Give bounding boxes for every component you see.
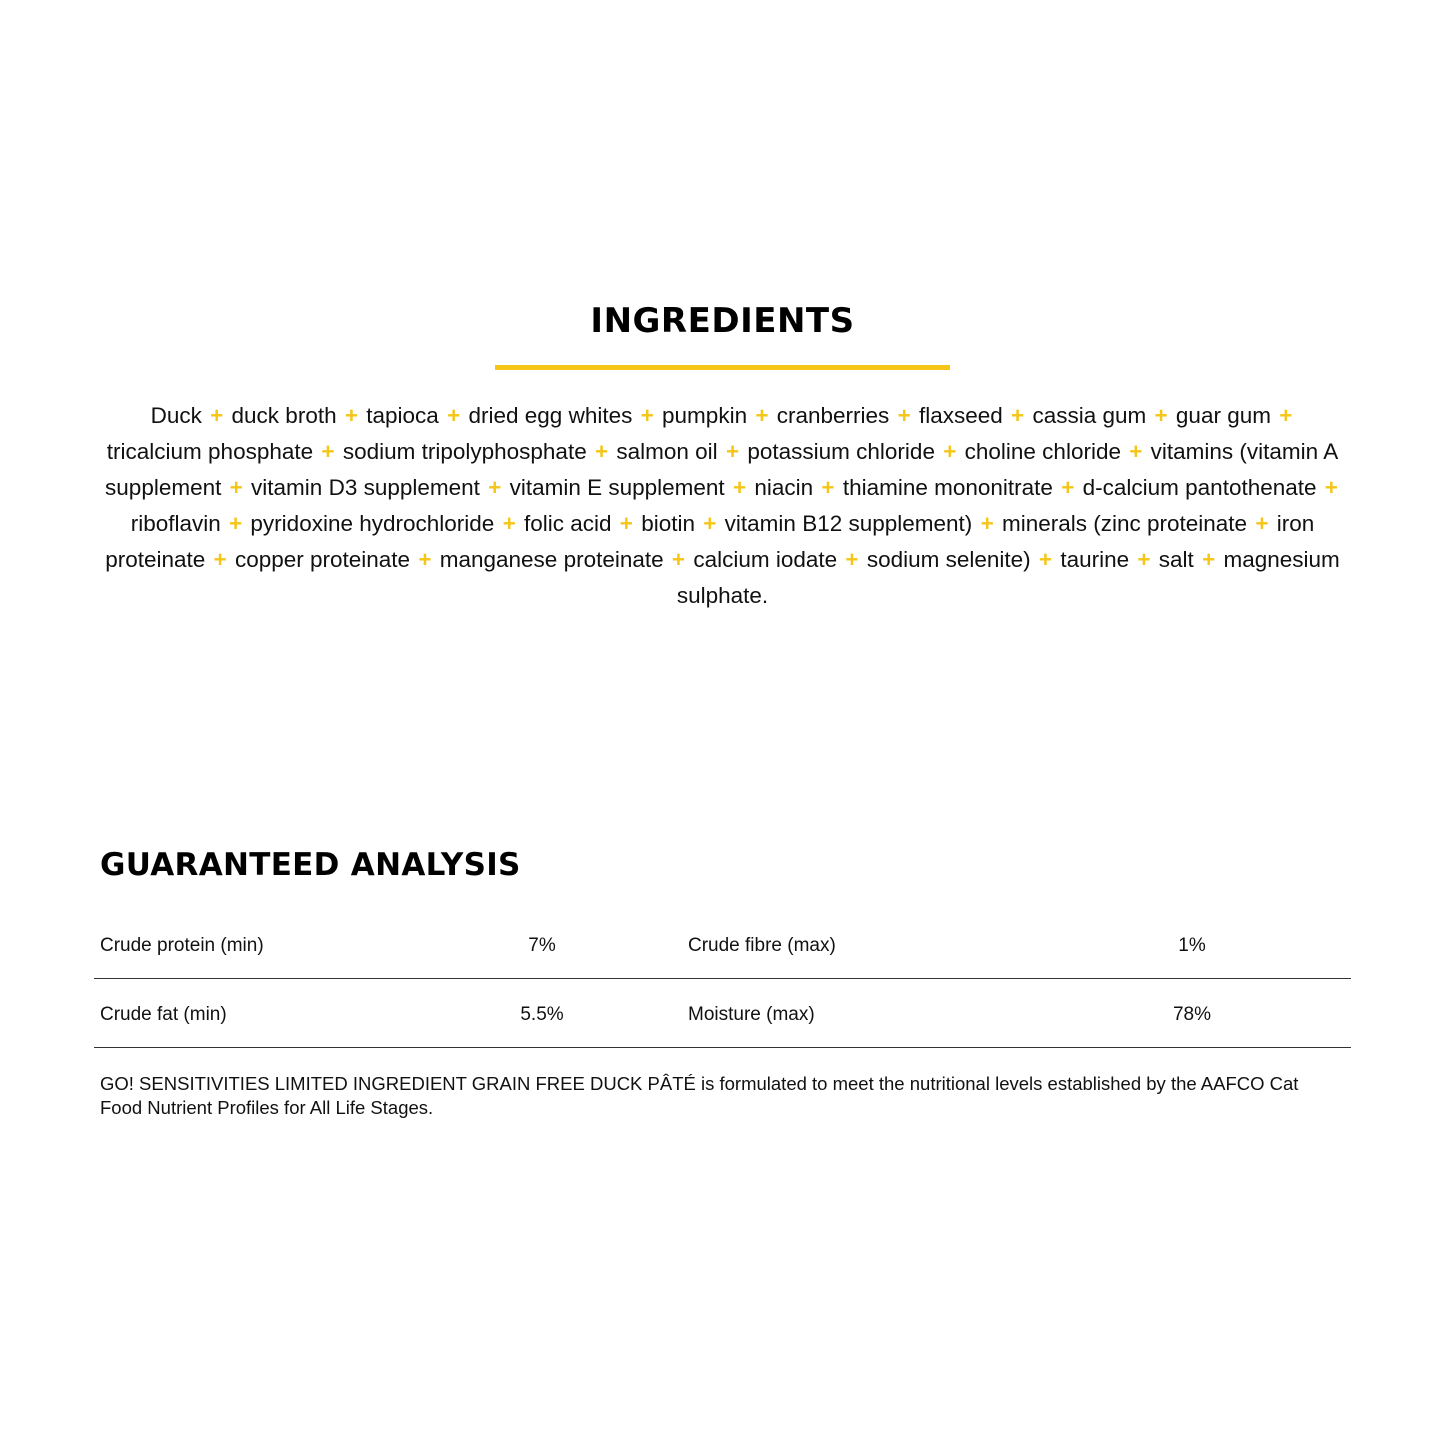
plus-separator: + — [447, 403, 461, 428]
analysis-value: 5.5% — [520, 1004, 564, 1025]
ingredients-divider — [495, 365, 950, 370]
ingredient-item: vitamin B12 supplement) — [724, 511, 973, 536]
ingredient-item: tapioca — [366, 403, 439, 428]
plus-separator: + — [1279, 403, 1293, 428]
ingredients-section — [100, 300, 1345, 614]
plus-separator: + — [732, 475, 747, 500]
ingredient-item: duck broth — [231, 403, 337, 428]
ingredient-item: niacin — [754, 475, 814, 500]
plus-separator: + — [488, 475, 502, 500]
plus-separator: + — [619, 511, 633, 536]
plus-separator: + — [671, 547, 686, 572]
ingredient-item: riboflavin — [130, 511, 221, 536]
analysis-value: 1% — [1178, 935, 1206, 956]
analysis-row — [94, 910, 1351, 979]
plus-separator: + — [1137, 547, 1151, 572]
plus-separator: + — [502, 511, 516, 536]
ingredient-item: flaxseed — [918, 403, 1003, 428]
plus-separator: + — [344, 403, 358, 428]
ingredient-item: potassium chloride — [747, 439, 935, 464]
analysis-value: 7% — [528, 935, 556, 956]
ingredient-item: guar gum — [1175, 403, 1271, 428]
plus-separator: + — [1154, 403, 1168, 428]
plus-separator: + — [418, 547, 432, 572]
analysis-label: Crude protein (min) — [100, 935, 264, 956]
ingredient-item: d-calcium pantothenate — [1082, 475, 1317, 500]
ingredient-item: choline chloride — [964, 439, 1121, 464]
plus-separator: + — [229, 475, 243, 500]
analysis-title: GUARANTEED ANALYSIS — [100, 847, 521, 883]
plus-separator: + — [943, 439, 957, 464]
ingredient-item: vitamin D3 supplement — [251, 475, 480, 500]
ingredient-item: biotin — [641, 511, 695, 536]
plus-separator: + — [213, 547, 227, 572]
analysis-label: Crude fibre (max) — [688, 935, 836, 956]
plus-separator: + — [703, 511, 717, 536]
plus-separator: + — [1202, 547, 1216, 572]
plus-separator: + — [1255, 511, 1269, 536]
analysis-row — [94, 979, 1351, 1048]
plus-separator: + — [210, 403, 224, 428]
plus-separator: + — [321, 439, 335, 464]
ingredient-item: manganese proteinate — [439, 547, 664, 572]
plus-separator: + — [897, 403, 911, 428]
ingredient-item: copper proteinate — [234, 547, 411, 572]
ingredient-item: iron proteinate — [105, 511, 1315, 572]
plus-separator: + — [845, 547, 859, 572]
ingredient-item: dried egg whites — [468, 403, 633, 428]
plus-separator: + — [755, 403, 769, 428]
plus-separator: + — [1061, 475, 1075, 500]
ingredient-item: Duck — [150, 403, 202, 428]
plus-separator: + — [640, 403, 654, 428]
ingredient-item: calcium iodate — [693, 547, 838, 572]
ingredient-item: vitamins (vitamin A supplement — [105, 439, 1339, 500]
analysis-value: 78% — [1172, 1004, 1212, 1025]
ingredient-item: thiamine mononitrate — [842, 475, 1053, 500]
plus-separator: + — [1011, 403, 1025, 428]
plus-separator: + — [594, 439, 609, 464]
plus-separator: + — [1129, 439, 1143, 464]
ingredient-item: cassia gum — [1032, 403, 1147, 428]
ingredient-item: sodium tripolyphosphate — [342, 439, 587, 464]
plus-separator: + — [725, 439, 740, 464]
plus-separator: + — [1324, 475, 1338, 500]
ingredient-item: salt — [1158, 547, 1194, 572]
ingredient-item: salmon oil — [616, 439, 718, 464]
ingredient-item: pyridoxine hydrochloride — [250, 511, 495, 536]
aafco-statement: GO! SENSITIVITIES LIMITED INGREDIENT GRAIN FREE DUCK PÂTÉ is formulated to meet the nutritional levels established by the AAFCO Cat Food Nutrient Profiles for All Life Stages. — [100, 1073, 1299, 1118]
ingredient-item: pumpkin — [662, 403, 748, 428]
ingredient-item: vitamin E supplement — [509, 475, 725, 500]
plus-separator: + — [229, 511, 243, 536]
ingredient-item: magnesium sulphate. — [676, 547, 1340, 608]
ingredient-item: minerals (zinc proteinate — [1001, 511, 1248, 536]
plus-separator: + — [821, 475, 835, 500]
ingredient-item: cranberries — [776, 403, 890, 428]
analysis-table — [94, 910, 1351, 1048]
ingredients-list — [103, 398, 1343, 614]
analysis-label: Moisture (max) — [688, 1004, 815, 1025]
ingredients-title: INGREDIENTS — [590, 301, 855, 341]
analysis-label: Crude fat (min) — [100, 1004, 227, 1025]
ingredient-item: folic acid — [523, 511, 612, 536]
ingredient-item: tricalcium phosphate — [106, 439, 314, 464]
ingredient-item: taurine — [1060, 547, 1130, 572]
ingredient-item: sodium selenite) — [866, 547, 1031, 572]
plus-separator: + — [1038, 547, 1053, 572]
plus-separator: + — [980, 511, 994, 536]
